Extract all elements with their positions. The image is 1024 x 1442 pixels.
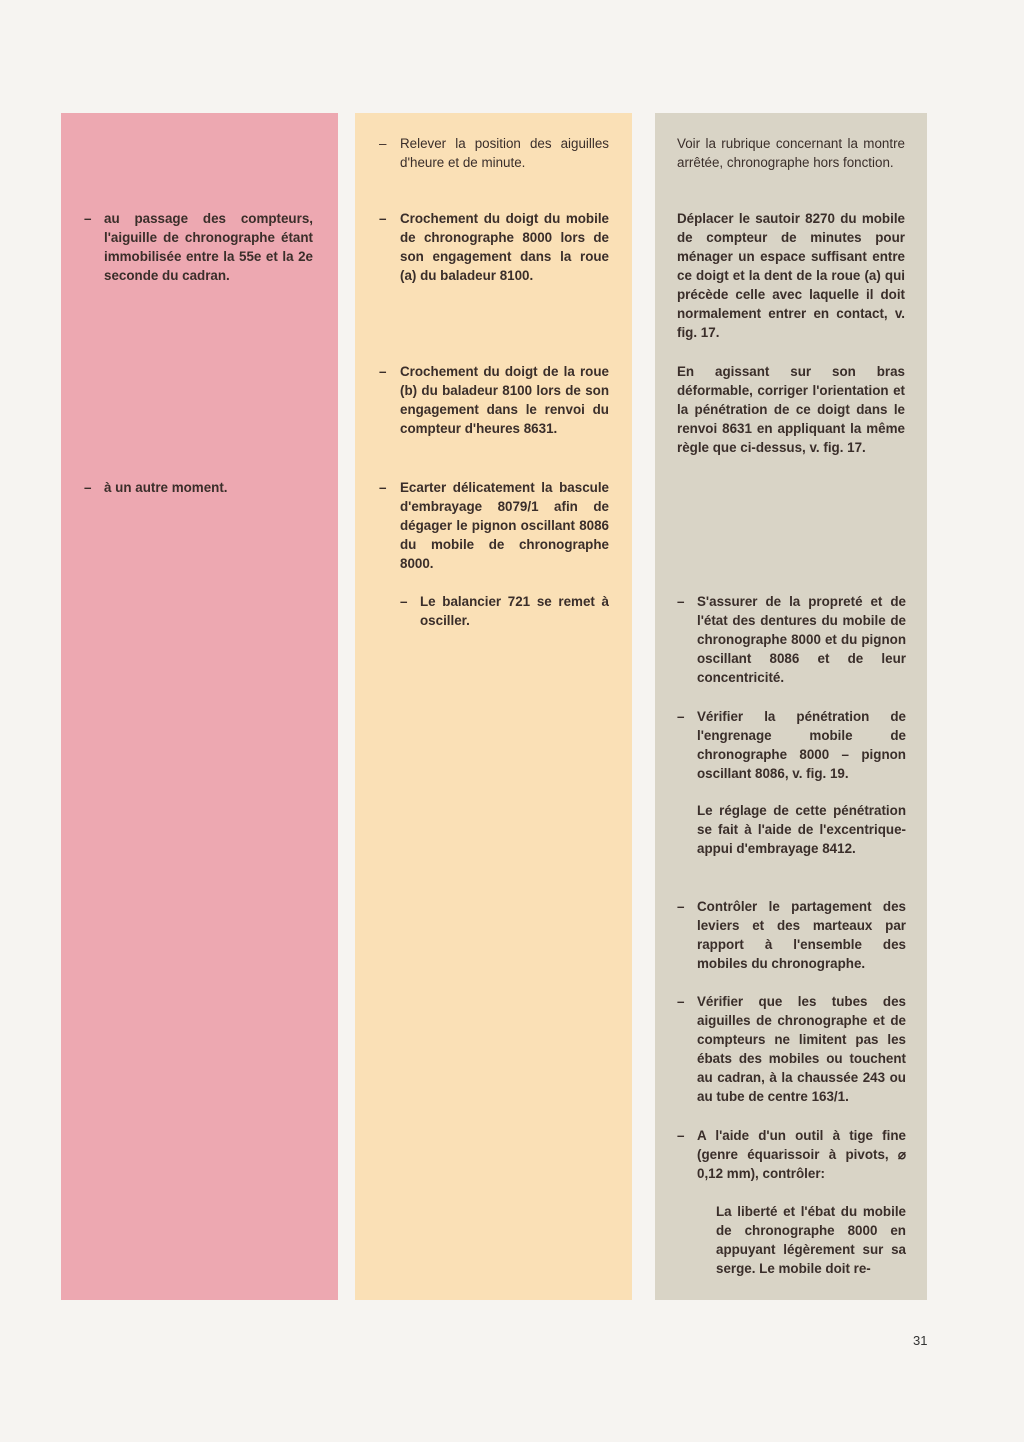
text-block: Vérifier que les tubes des aiguilles de chronographe et de compteurs ne limitent pas les ébats des mobiles ou touchent au cadran, à la chaussée 243 ou au tube de centre 163/1. <box>697 994 906 1104</box>
text-block: Vérifier la pénétration de l'engrenage mobile de chronographe 8000 – pignon oscillant 8086, v. fig. 19. <box>697 709 906 781</box>
text-block: Voir la rubrique concernant la montre arrêtée, chronographe hors fonction. <box>677 136 905 170</box>
list-dash: – <box>84 480 92 495</box>
page-number: 31 <box>913 1333 928 1348</box>
text-block: S'assurer de la propreté et de l'état des dentures du mobile de chronographe 8000 et du pignon oscillant 8086 et de leur concentricité. <box>697 594 906 685</box>
list-dash: – <box>677 1128 685 1143</box>
list-dash: – <box>400 594 408 609</box>
peach-column <box>355 113 632 1300</box>
text-block: A l'aide d'un outil à tige fine (genre équarissoir à pivots, ⌀ 0,12 mm), contrôler: <box>697 1128 906 1181</box>
text-block: Crochement du doigt de la roue (b) du baladeur 8100 lors de son engagement dans le renvoi du compteur d'heures 8631. <box>400 364 609 436</box>
text-block: au passage des compteurs, l'aiguille de chronographe étant immobilisée entre la 55e et la 2e seconde du cadran. <box>104 211 313 283</box>
list-dash: – <box>677 709 685 724</box>
text-block: Le balancier 721 se remet à osciller. <box>420 594 609 628</box>
text-block: à un autre moment. <box>104 480 228 495</box>
text-block: La liberté et l'ébat du mobile de chronographe 8000 en appuyant légèrement sur sa serge. Le mobile doit re- <box>716 1204 906 1276</box>
list-dash: – <box>379 211 387 226</box>
text-block: Contrôler le partagement des leviers et des marteaux par rapport à l'ensemble des mobiles du chronographe. <box>697 899 906 971</box>
text-block: Ecarter délicatement la bascule d'embrayage 8079/1 afin de dégager le pignon oscillant 8086 du mobile de chronographe 8000. <box>400 480 609 571</box>
list-dash: – <box>677 994 685 1009</box>
list-dash: – <box>677 594 685 609</box>
text-block: Déplacer le sautoir 8270 du mobile de compteur de minutes pour ménager un espace suffisant entre ce doigt et la dent de la roue (a) qui précède celle avec laquelle il doit normalement entrer en contact, v. fig. 17. <box>677 211 905 340</box>
text-block: Relever la position des aiguilles d'heure et de minute. <box>400 136 609 170</box>
text-block: Crochement du doigt du mobile de chronographe 8000 lors de son engagement dans la roue (a) du baladeur 8100. <box>400 211 609 283</box>
list-dash: – <box>379 480 387 495</box>
list-dash: – <box>84 211 92 226</box>
text-block: En agissant sur son bras déformable, corriger l'orientation et la pénétration de ce doigt dans le renvoi 8631 en appliquant la même règle que ci-dessus, v. fig. 17. <box>677 364 905 455</box>
pink-column <box>61 113 338 1300</box>
text-block: Le réglage de cette pénétration se fait à l'aide de l'excentrique-appui d'embrayage 8412. <box>697 803 906 856</box>
list-dash: – <box>379 364 387 379</box>
list-dash: – <box>379 136 387 151</box>
list-dash: – <box>677 899 685 914</box>
